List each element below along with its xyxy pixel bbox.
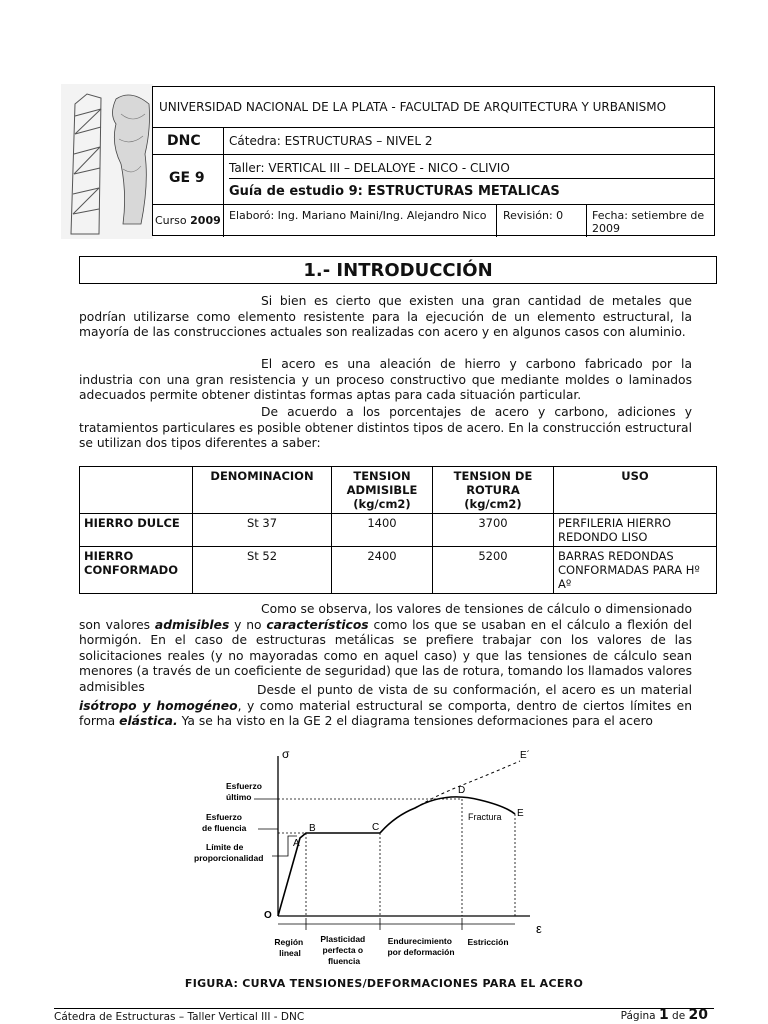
origin-label: O — [264, 910, 272, 921]
footer-left: Cátedra de Estructuras – Taller Vertical III - DNC — [54, 1011, 305, 1023]
header-uso: USO — [554, 467, 717, 514]
revision: Revisión: 0 — [503, 209, 564, 222]
table-row — [80, 514, 717, 547]
point-d-label: D — [458, 785, 466, 796]
row-tension-admisible: 1400 — [332, 514, 433, 547]
region-plasticidad-label: Plasticidad perfecta o fluencia — [320, 934, 366, 966]
paragraph-2: El acero es una aleación de hierro y carbono fabricado por la industria con una gran resistencia y un proceso constructivo que mediante moldes o laminados adecuados permite obtener distintas formas aptas para cada situación particular. — [79, 357, 692, 402]
section-title: 1.- INTRODUCCIÓN — [79, 256, 717, 284]
dnc-label: DNC — [167, 133, 201, 149]
row-denominacion: St 52 — [193, 547, 332, 594]
header-table — [152, 86, 715, 236]
region-estriccion-label: Estricción — [467, 937, 509, 947]
point-e-prime-label: E´ — [520, 750, 530, 761]
row-tension-admisible: 2400 — [332, 547, 433, 594]
info-row — [153, 205, 714, 237]
taller: Taller: VERTICAL III – DELALOYE - NICO - CLIVIO — [229, 155, 714, 179]
paragraph-1: Si bien es cierto que existen una gran cantidad de metales que podrían utilizarse como elemento resistente para la ejecución de un elemento estructural, la mayoría de las construcciones actuales son realizadas con acero y en algunos casos con aluminio. — [79, 294, 692, 339]
epsilon-label: ε — [536, 921, 542, 936]
ge-label: GE 9 — [169, 170, 205, 186]
steel-types-table — [79, 466, 717, 594]
limite-proporcionalidad-label: Límite de proporcionalidad — [194, 842, 264, 863]
header-denominacion: DENOMINACION — [193, 467, 332, 514]
row-uso: PERFILERIA HIERRO REDONDO LISO — [554, 514, 717, 547]
curso: Curso 2009 — [155, 214, 221, 227]
esfuerzo-fluencia-label: Esfuerzo de fluencia — [202, 812, 247, 833]
footer-divider — [54, 1008, 714, 1009]
header-tension-rotura: TENSION DE ROTURA (kg/cm2) — [433, 467, 554, 514]
header-tension-admisible: TENSION ADMISIBLE (kg/cm2) — [332, 467, 433, 514]
region-lineal-label: Región lineal — [274, 937, 304, 958]
paragraph-5: Desde el punto de vista de su conformación, el acero es un material isótropo y homogéneo, y como material estructural se comporta, dentro de ciertos límites en forma elástica. Ya se ha visto en la GE 2 el diagrama tensiones deformaciones para el acero — [79, 683, 692, 728]
table-header-row — [80, 467, 717, 514]
row-name: HIERRO DULCE — [80, 514, 193, 547]
row-tension-rotura: 5200 — [433, 547, 554, 594]
university-row — [153, 87, 714, 128]
page-number: Página 1 de 20 — [620, 1007, 708, 1023]
catedra: Cátedra: ESTRUCTURAS – NIVEL 2 — [229, 134, 433, 148]
paragraph-3: De acuerdo a los porcentajes de acero y carbono, adiciones y tratamientos particulares es posible obtener distintos tipos de acero. En la construcción estructural se utilizan dos tipos diferentes a saber: — [79, 405, 692, 450]
guia-row — [153, 170, 714, 205]
point-e-label: E — [517, 808, 524, 819]
row-name: HIERRO CONFORMADO — [80, 547, 193, 594]
taller-row — [153, 155, 714, 179]
paragraph-4: Como se observa, los valores de tensiones de cálculo o dimensionado son valores admisibles y no característicos como los que se usaban en el cálculo a flexión del hormigón. En el caso de estructuras metálicas se prefiere trabajar con los valores de las solicitaciones reales (y no mayoradas como en aquel caso) y que las tensiones de cálculo sean menores (a través de un coeficiente de seguridad) que las de rotura, tomando los llamados valores admisibles — [79, 602, 692, 694]
esfuerzo-ultimo-label: Esfuerzo último — [226, 781, 262, 802]
figure-caption: FIGURA: CURVA TENSIONES/DEFORMACIONES PARA EL ACERO — [184, 977, 584, 990]
university-name: UNIVERSIDAD NACIONAL DE LA PLATA - FACULTAD DE ARQUITECTURA Y URBANISMO — [159, 100, 667, 114]
row-denominacion: St 37 — [193, 514, 332, 547]
region-endurecimiento-label: Endurecimiento por deformación — [387, 936, 455, 957]
sigma-label: σ — [282, 747, 290, 761]
fecha: Fecha: setiembre de 2009 — [592, 209, 705, 235]
point-c-label: C — [372, 822, 380, 833]
row-tension-rotura: 3700 — [433, 514, 554, 547]
fractura-label: Fractura — [468, 812, 502, 822]
row-uso: BARRAS REDONDAS CONFORMADAS PARA Hº Aº — [554, 547, 717, 594]
point-a-label: A — [293, 838, 300, 849]
tower-sculpture-logo — [61, 84, 153, 239]
stress-strain-diagram — [190, 746, 570, 971]
table-row — [80, 547, 717, 594]
catedra-row — [153, 128, 714, 155]
elaboro: Elaboró: Ing. Mariano Maini/Ing. Alejandro Nico — [229, 209, 487, 222]
point-b-label: B — [309, 823, 316, 834]
guia-title: Guía de estudio 9: ESTRUCTURAS METALICAS — [229, 184, 560, 199]
